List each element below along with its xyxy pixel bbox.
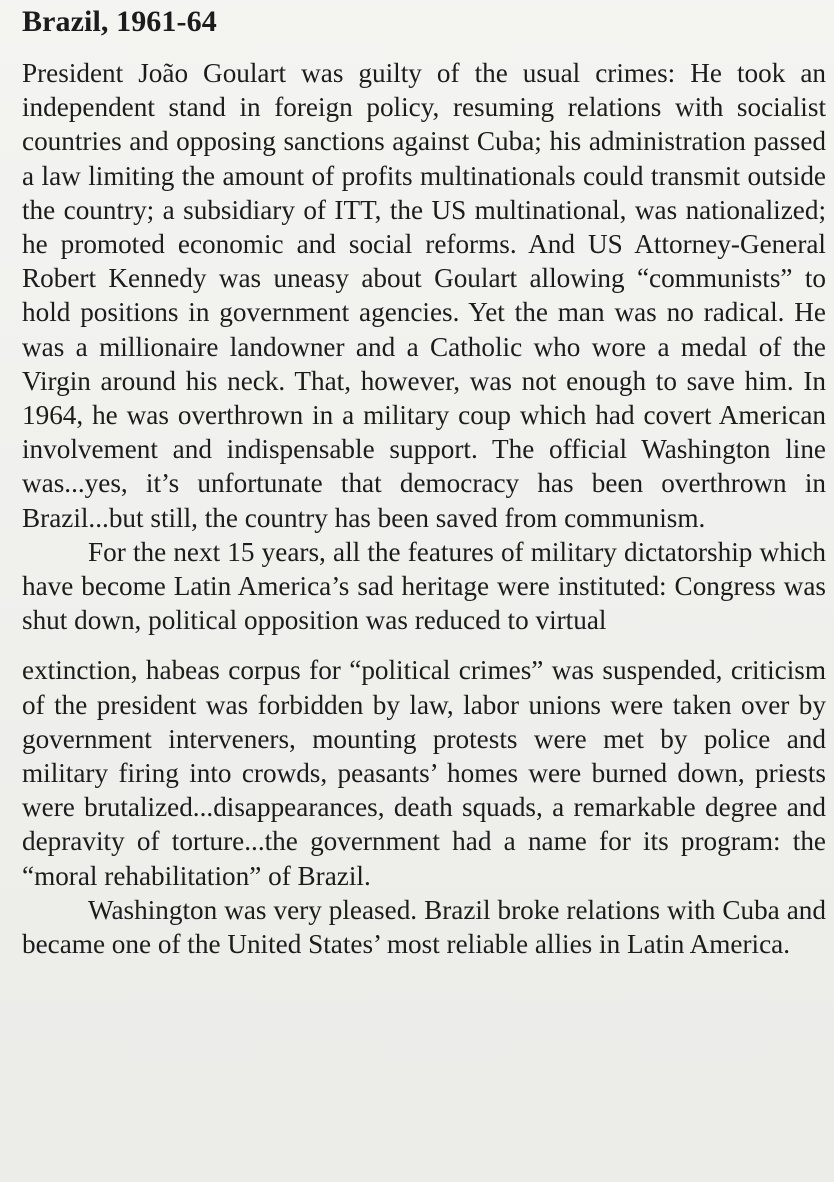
section-heading: Brazil, 1961-64 [22, 5, 217, 38]
paragraph-goulart: President João Goulart was guilty of the usual crimes: He took an independent stand in foreign policy, resuming relations with socialist countries and opposing sanctions against Cuba; his administration passed a law limiting the amount of profits multinationals could transmit outside the country; a subsidiary of ITT, the US multinational, was nationalized; he promoted economic and social reforms. And US Attorney-General Robert Kennedy was uneasy about Goulart allowing “communists” to hold positions in government agencies. Yet the man was no radical. He was a millionaire landowner and a Catholic who wore a medal of the Virgin around his neck. That, however, was not enough to save him. In 1964, he was overthrown in a military coup which had covert American involvement and indispensable support. The official Washington line was...yes, it’s unfortunate that democracy has been overthrown in Brazil...but still, the country has been saved from communism. [22, 58, 826, 533]
paragraph-repression: extinction, habeas corpus for “political crimes” was suspended, criticism of the president was forbidden by law, labor unions were taken over by government interveners, mounting protests were met by police and military firing into crowds, peasants’ homes were burned down, priests were brutalized...disappearances, death squads, a remarkable degree and depravity of torture...the government had a name for its program: the “moral rehabilitation” of Brazil. [22, 655, 826, 891]
paragraph-dictatorship: For the next 15 years, all the features of military dictatorship which have become Latin America’s sad heritage were instituted: Congress was shut down, political opposition was reduced to virtual [22, 536, 826, 636]
paragraph-washington: Washington was very pleased. Brazil broke relations with Cuba and became one of the United States’ most reliable allies in Latin America. [22, 894, 826, 960]
